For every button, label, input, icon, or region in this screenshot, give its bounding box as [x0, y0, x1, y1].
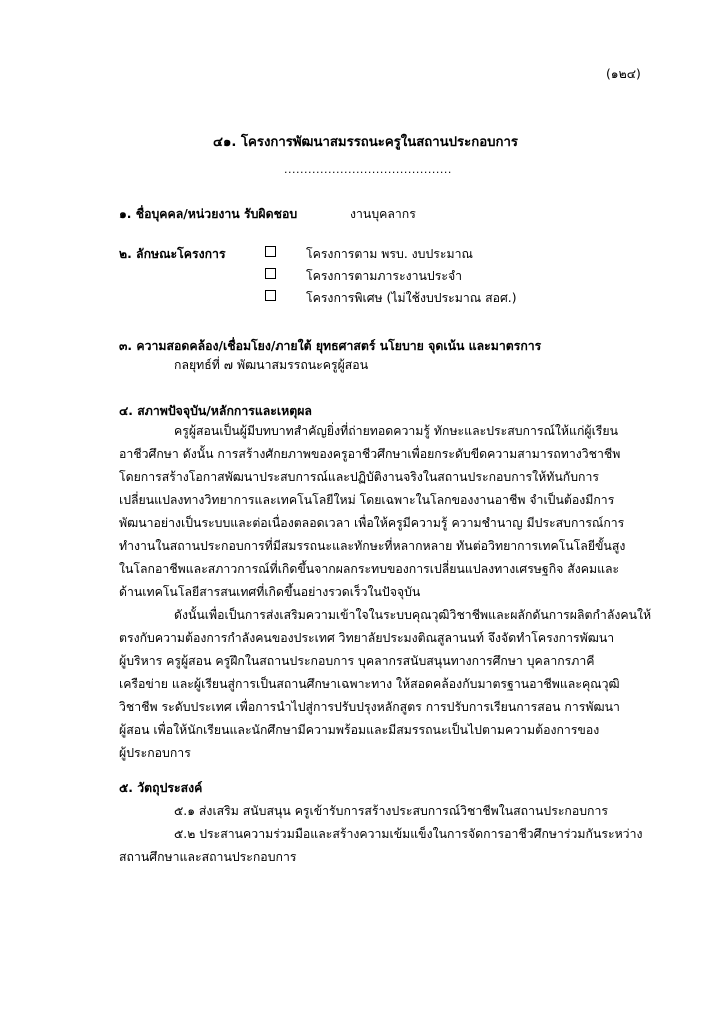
section4-line: อาชีวศึกษา ดังนั้น การสร้างศักยภาพของครูอาชีวศึกษาเพื่อยกระดับขีดความสามารถทางวิชาชีพ	[119, 447, 621, 461]
objective-item: ๕.๒ ประสานความร่วมมือและสร้างความเข้มแข็งในการจัดการอาชีวศึกษาร่วมกันระหว่าง	[174, 827, 643, 841]
section4-line: พัฒนาอย่างเป็นระบบและต่อเนื่องตลอดเวลา เพื่อให้ครูมีความรู้ ความชำนาญ มีประสบการณ์การ	[119, 516, 625, 530]
section4-line: ครูผู้สอนเป็นผู้มีบทบาทสำคัญยิ่งที่ถ่ายทอดความรู้ ทักษะและประสบการณ์ให้แก่ผู้เรียน	[174, 424, 619, 438]
checkbox-routine-project[interactable]	[265, 268, 276, 279]
option-budget-project: โครงการตาม พรบ. งบประมาณ	[306, 247, 473, 261]
section4-line: วิชาชีพ ระดับประเทศ เพื่อการนำไปสู่การปรับปรุงหลักสูตร การปรับการเรียนการสอน การพัฒนา	[119, 700, 620, 714]
section4-line: ในโลกอาชีพและสภาวการณ์ที่เกิดขึ้นจากผลกระทบของการเปลี่ยนแปลงทางเศรษฐกิจ สังคมและ	[119, 562, 620, 576]
page-number: (๑๒๔)	[606, 67, 641, 81]
section4-line: ดังนั้นเพื่อเป็นการส่งเสริมความเข้าใจในระบบคุณวุฒิวิชาชีพและผลักดันการผลิตกำลังคนให้	[174, 608, 652, 622]
title-underline-dots: ..........................................	[284, 163, 452, 176]
section1-label: ๑. ชื่อบุคคล/หน่วยงาน รับผิดชอบ	[119, 207, 298, 221]
objective-item: ๕.๑ ส่งเสริม สนับสนุน ครูเข้ารับการสร้างประสบการณ์วิชาชีพในสถานประกอบการ	[174, 804, 609, 818]
checkbox-special-project[interactable]	[265, 290, 276, 301]
section4-line: ตรงกับความต้องการกำลังคนของประเทศ วิทยาลัยประมงติณสูลานนท์ จึงจัดทำโครงการพัฒนา	[119, 631, 615, 645]
project-title: ๔๑. โครงการพัฒนาสมรรถนะครูในสถานประกอบการ	[213, 135, 518, 150]
section1-value: งานบุคลากร	[350, 207, 416, 221]
section4-line: ผู้บริหาร ครูผู้สอน ครูฝึกในสถานประกอบการ บุคลากรสนับสนุนทางการศึกษา บุคลากรภาคี	[119, 654, 595, 668]
section4-line: ผู้สอน เพื่อให้นักเรียนและนักศึกษามีความพร้อมและมีสมรรถนะเป็นไปตามความต้องการของ	[119, 723, 600, 737]
section4-line: เครือข่าย และผู้เรียนสู่การเป็นสถานศึกษาเฉพาะทาง ให้สอดคล้องกับมาตรฐานอาชีพและคุณวุฒิ	[119, 677, 620, 691]
section4-line: ด้านเทคโนโลยีสารสนเทศที่เกิดขึ้นอย่างรวดเร็วในปัจจุบัน	[119, 585, 421, 599]
option-routine-project: โครงการตามภาระงานประจำ	[306, 269, 463, 283]
section5-heading: ๕. วัตถุประสงค์	[119, 781, 203, 795]
section2-label: ๒. ลักษณะโครงการ	[119, 247, 226, 261]
section4-line: เปลี่ยนแปลงทางวิทยาการและเทคโนโลยีใหม่ โดยเฉพาะในโลกของงานอาชีพ จำเป็นต้องมีการ	[119, 493, 615, 507]
checkbox-budget-project[interactable]	[265, 246, 276, 257]
section4-line: ผู้ประกอบการ	[119, 746, 191, 760]
option-special-project: โครงการพิเศษ (ไม่ใช้งบประมาณ สอศ.)	[306, 291, 517, 305]
section4-line: โดยการสร้างโอกาสพัฒนาประสบการณ์และปฏิบัติงานจริงในสถานประกอบการให้ทันกับการ	[119, 470, 599, 484]
section4-line: ทำงานในสถานประกอบการที่มีสมรรถนะและทักษะที่หลากหลาย ทันต่อวิทยาการเทคโนโลยีขั้นสูง	[119, 539, 626, 553]
section3-text: กลยุทธ์ที่ ๗ พัฒนาสมรรถนะครูผู้สอน	[174, 358, 369, 372]
section4-heading: ๔. สภาพปัจจุบัน/หลักการและเหตุผล	[119, 404, 312, 418]
objective-item-continuation: สถานศึกษาและสถานประกอบการ	[119, 850, 297, 864]
section3-heading: ๓. ความสอดคล้อง/เชื่อมโยง/ภายใต้ ยุทธศาสตร์ นโยบาย จุดเน้น และมาตรการ	[119, 339, 542, 353]
